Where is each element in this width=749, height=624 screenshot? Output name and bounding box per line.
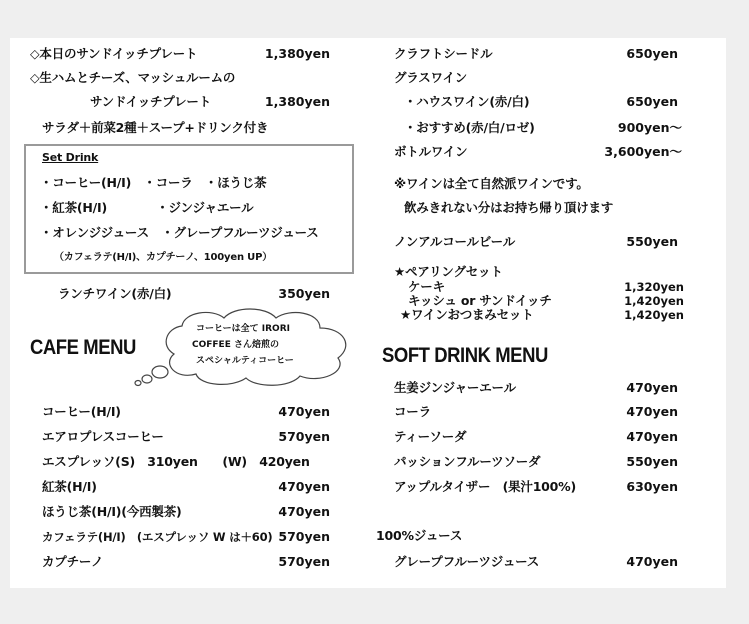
menu-item-name: ・おすすめ(赤/白/ロゼ)	[404, 120, 535, 135]
menu-item-name: ほうじ茶(H/I)(今西製茶)	[42, 504, 182, 519]
menu-item-name: ノンアルコールビール	[394, 234, 516, 249]
menu-item-name: エスプレッソ(S) 310yen (W) 420yen	[42, 454, 310, 469]
menu-item-price: 1,380yen	[264, 46, 330, 61]
menu-item-price: 470yen	[278, 504, 330, 519]
menu-item-name: ◇本日のサンドイッチプレート	[30, 46, 198, 61]
menu-item-name: ランチワイン(赤/白)	[58, 286, 172, 301]
pairing-item-price: 1,420yen	[624, 308, 684, 322]
set-drink-title: Set Drink	[42, 151, 99, 164]
bubble-line: コーヒーは全て IRORI	[196, 324, 290, 334]
menu-item-price: 550yen	[626, 234, 678, 249]
menu-item-name: グラスワイン	[394, 70, 468, 85]
menu-item-name: カプチーノ	[42, 554, 104, 569]
menu-item-price: 3,600yen～	[604, 144, 682, 159]
wine-note: 飲みきれない分はお持ち帰り頂けます	[404, 200, 614, 215]
menu-item-price: 1,380yen	[264, 94, 330, 109]
soft-drink-heading: SOFT DRINK MENU	[382, 344, 548, 367]
menu-item-name: ・ハウスワイン(赤/白)	[404, 94, 530, 109]
menu-item-price: 570yen	[278, 429, 330, 444]
menu-item-price: 570yen	[278, 554, 330, 569]
menu-item-name: アップルタイザー (果汁100%)	[394, 479, 577, 494]
set-drink-line: （カフェラテ(H/I)、カプチーノ、100yen UP）	[54, 252, 273, 263]
menu-item-price: 470yen	[626, 429, 678, 444]
menu-item-name: コーヒー(H/I)	[42, 404, 121, 419]
menu-item-price: 470yen	[278, 404, 330, 419]
pairing-item-price: 1,420yen	[624, 294, 684, 308]
menu-item-name: カフェラテ(H/I) (エスプレッソ W は＋60)	[42, 530, 273, 544]
menu-item-name: パッションフルーツソーダ	[394, 454, 541, 469]
menu-item-name: グレープフルーツジュース	[394, 554, 540, 569]
menu-item-price: 470yen	[626, 380, 678, 395]
menu-item-name: 紅茶(H/I)	[42, 479, 97, 494]
set-drink-line: ・コーヒー(H/I) ・コーラ ・ほうじ茶	[40, 175, 267, 190]
menu-item-price: 570yen	[278, 529, 330, 544]
menu-item-price: 470yen	[626, 554, 678, 569]
cafe-menu-heading: CAFE MENU	[30, 336, 136, 359]
pairing-title: ★ペアリングセット	[394, 264, 503, 279]
pairing-item-name: キッシュ or サンドイッチ	[408, 293, 552, 308]
menu-item-name: サンドイッチプレート	[90, 94, 212, 109]
bubble-line: スペシャルティコーヒー	[196, 356, 294, 366]
menu-item-price: 630yen	[626, 479, 678, 494]
menu-item-name: ティーソーダ	[394, 429, 467, 444]
set-drink-line: ・紅茶(H/I) ・ジンジャエール	[40, 200, 254, 215]
menu-item-name: 生姜ジンジャーエール	[394, 380, 516, 395]
menu-item-price: 470yen	[626, 404, 678, 419]
menu-item-name: コーラ	[394, 404, 431, 419]
menu-page	[10, 38, 726, 588]
menu-item-name: ◇生ハムとチーズ、マッシュルームの	[30, 70, 236, 85]
menu-note: サラダ＋前菜2種＋スープ+ドリンク付き	[42, 120, 269, 135]
menu-item-price: 650yen	[626, 46, 678, 61]
menu-item-name: ボトルワイン	[394, 144, 468, 159]
pairing-item-name: ケーキ	[408, 279, 445, 294]
menu-item-price: 470yen	[278, 479, 330, 494]
menu-item-name: クラフトシードル	[394, 46, 493, 61]
wine-note: ※ワインは全て自然派ワインです。	[394, 176, 589, 191]
pairing-item-price: 1,320yen	[624, 280, 684, 294]
menu-item-price: 650yen	[626, 94, 678, 109]
pairing-item-name: ★ワインおつまみセット	[400, 307, 534, 322]
menu-item-price: 550yen	[626, 454, 678, 469]
bubble-line: COFFEE さん焙煎の	[192, 340, 279, 350]
menu-item-price: 900yen～	[617, 120, 682, 135]
juice-heading: 100%ジュース	[376, 528, 463, 543]
set-drink-line: ・オレンジジュース ・グレープフルーツジュース	[40, 225, 319, 240]
menu-item-name: エアロプレスコーヒー	[42, 429, 164, 444]
menu-item-price: 350yen	[278, 286, 330, 301]
